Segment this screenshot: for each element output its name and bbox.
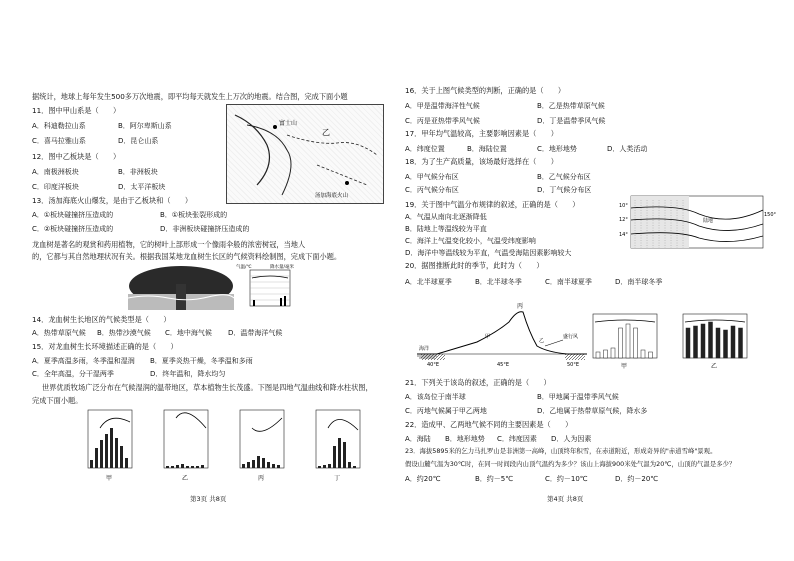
precip-bar: [120, 446, 123, 468]
q15-d[interactable]: D．终年温和，降水均匀: [150, 370, 226, 378]
q22-d[interactable]: D．人为因素: [551, 435, 592, 443]
precip-bar: [181, 464, 184, 468]
q19-d[interactable]: D．海洋中等温线较为平直，气温受海陆因素影响较大: [405, 249, 572, 257]
chart-name: 甲: [106, 475, 113, 482]
plate-map-drawing: [227, 105, 383, 203]
right-footer: 第4页 共8页: [547, 495, 584, 503]
precip-bar: [100, 440, 103, 468]
q15-b[interactable]: B．夏季炎热干燥，冬季温和多雨: [150, 357, 253, 365]
q14-b[interactable]: B．热带沙漠气候: [97, 329, 151, 337]
dragon-climate-svg: [236, 262, 306, 312]
q13-c[interactable]: C．②板块碰撞挤压造成的: [32, 225, 114, 233]
precip-bar: [634, 328, 638, 358]
iso-lon: 150°: [764, 212, 777, 218]
q19-b[interactable]: B．陆地上等温线较为平直: [405, 225, 487, 233]
q18-d[interactable]: D．丁气候分布区: [537, 186, 592, 194]
dragon-precip-label: 降水量/毫米: [270, 265, 295, 270]
iso-12: 12°: [619, 217, 628, 223]
q11-c[interactable]: C．喜马拉雅山系: [32, 137, 86, 145]
climate-chart-2: [240, 410, 284, 482]
temp-curve: [328, 419, 358, 430]
dragon-tree-drawing: [128, 264, 234, 310]
precip-bar: [277, 465, 280, 468]
q22-stem: 22．造成甲、乙两地气候不同的主要因素是（ ）: [405, 420, 573, 429]
q13-d[interactable]: D．非洲板块碰撞挤压造成的: [160, 225, 250, 233]
q20-stem: 20．据图推断此时的季节，此时为（ ）: [405, 261, 544, 270]
q21-b[interactable]: B．甲地属于温带季风气候: [537, 393, 619, 401]
q23-c[interactable]: C．约－10℃: [545, 475, 588, 483]
precip-bar: [171, 466, 174, 468]
bing-label: 丙: [517, 303, 524, 310]
precip-bar: [262, 458, 265, 468]
q13-b[interactable]: B．①板块张裂形成的: [160, 211, 228, 219]
precip-bar: [318, 466, 321, 468]
lon-45: 45°E: [497, 362, 510, 368]
q18-b[interactable]: B．乙气候分布区: [537, 173, 591, 181]
precip-bar: [619, 328, 623, 358]
precip-bar: [328, 464, 331, 468]
temp-curve: [252, 418, 282, 431]
lon-50: 50°E: [567, 362, 580, 368]
q14-d[interactable]: D．温带海洋气候: [228, 329, 283, 337]
precip-bar: [596, 352, 600, 358]
q17-d[interactable]: D．人类活动: [607, 145, 648, 153]
q21-d[interactable]: D．乙地属于热带草原气候，降水多: [537, 407, 648, 415]
precip-bar: [686, 328, 690, 358]
precip-bar: [343, 442, 346, 468]
q12-a[interactable]: A．南极洲板块: [32, 168, 79, 176]
q17-b[interactable]: B．海陆位置: [467, 145, 507, 153]
precip-bar: [604, 350, 608, 358]
precip-bar: [247, 462, 250, 468]
q20-b[interactable]: B．北半球冬季: [475, 278, 522, 286]
isotherm-svg: [619, 194, 779, 250]
lon-40: 40°E: [427, 362, 440, 368]
precip-bar: [110, 428, 113, 468]
q23-stem: 23．海拔5895米的乞力马扎罗山是非洲第一高峰，山顶终年积雪，在赤道附近，形成奇异的"赤道雪峰"景观。: [405, 447, 717, 455]
left-footer: 第3页 共8页: [190, 495, 227, 503]
q17-a[interactable]: A．纬度位置: [405, 145, 445, 153]
precip-bar: [701, 324, 705, 358]
precip-bar: [125, 458, 128, 468]
q13-stem: 13．汤加海底火山爆发，是由于乙板块和（ ）: [32, 196, 193, 205]
q18-stem: 18．为了生产高质量，该场最好选择在（ ）: [405, 157, 558, 166]
plate-map: [226, 104, 384, 204]
q12-stem: 12．图中乙板块是（ ）: [32, 152, 121, 161]
fuji-label: 富士山: [279, 120, 298, 127]
q23-b[interactable]: B．约－5℃: [475, 475, 514, 483]
precip-bar: [201, 465, 204, 468]
four-charts-svg: [80, 404, 380, 484]
dragon-text2: 的，它都与其自然地理状况有关。根据我国某地龙血树生长区的气候资料绘制图，完成下面小题。: [32, 252, 342, 261]
precip-bar: [724, 330, 728, 358]
iso-14: 14°: [619, 232, 628, 238]
svg-text:甲: 甲: [485, 334, 491, 340]
dragon-climate-chart: [236, 262, 306, 312]
tonga-label: 汤加海底火山: [315, 193, 349, 199]
precip-bar: [95, 448, 98, 468]
island-charts-svg: [587, 310, 777, 372]
q14-stem: 14．龙血树生长地区的气候类型是（ ）: [32, 315, 171, 324]
precip-bar: [176, 465, 179, 468]
precip-bar: [739, 328, 743, 358]
q15-stem: 15．对龙血树生长环境描述正确的是（ ）: [32, 342, 178, 351]
chart-name: 甲: [621, 363, 628, 370]
q21-a[interactable]: A．该岛位于南半球: [405, 393, 466, 401]
q12-b[interactable]: B．非洲板块: [118, 168, 158, 176]
sea-label: 海洋: [419, 346, 430, 352]
q20-a[interactable]: A．北半球夏季: [405, 278, 452, 286]
q11-b[interactable]: B．阿尔卑斯山系: [118, 122, 172, 130]
precip-bar: [709, 322, 713, 358]
precip-bar: [252, 460, 255, 468]
q12-d[interactable]: D．太平洋板块: [118, 183, 166, 191]
chart-name: 乙: [711, 363, 718, 370]
island-profile: [417, 302, 587, 368]
dragon-text1: 龙血树是著名的观赏和药用植物，它的树叶上部形成一个像雨伞般的浓密树冠，当地人: [32, 240, 306, 249]
precip-bar: [731, 326, 735, 358]
precip-bar: [649, 352, 653, 358]
precip-bar: [338, 438, 341, 468]
precip-bar: [348, 462, 351, 468]
q18-a[interactable]: A．甲气候分布区: [405, 173, 459, 181]
world-text1: 世界优质牧场广泛分布在气候湿润的温带地区，草本植物生长茂盛。下图是四地气温曲线和降水柱状图，: [42, 383, 373, 392]
q19-a[interactable]: A．气温从南向北逐渐降低: [405, 213, 487, 221]
right-page: [397, 0, 794, 561]
climate-chart-1: [164, 410, 208, 482]
precip-bar: [115, 438, 118, 468]
chart-name: 丙: [258, 475, 265, 482]
island-chart-0: [593, 314, 657, 370]
island-profile-svg: [417, 302, 587, 368]
q16-b[interactable]: B．乙是热带草原气候: [537, 102, 605, 110]
temp-curve: [685, 320, 745, 322]
q15-a[interactable]: A．夏季高温多雨，冬季温和湿润: [32, 357, 135, 365]
precip-bar: [105, 434, 108, 468]
precip-bar: [716, 328, 720, 358]
svg-text:乙: 乙: [539, 338, 545, 344]
precip-bar: [267, 462, 270, 468]
temp-curve: [100, 418, 130, 428]
q16-a[interactable]: A．甲是温带海洋性气候: [405, 102, 480, 110]
q13-a[interactable]: A．①板块碰撞挤压造成的: [32, 211, 114, 219]
precip-bar: [626, 324, 630, 358]
q12-c[interactable]: C．印度洋板块: [32, 183, 79, 191]
island-climate-charts: [587, 310, 777, 372]
island-chart-1: [683, 314, 747, 370]
q17-c[interactable]: C．地形地势: [537, 145, 577, 153]
world-text2: 完成下面小题。: [32, 396, 83, 405]
temp-curve: [595, 320, 655, 322]
q11-stem: 11．图中甲山系是（ ）: [32, 106, 121, 115]
iso-10: 10°: [619, 203, 628, 209]
chart-name: 乙: [182, 475, 189, 482]
wind-label: 盛行风: [563, 334, 579, 340]
chart-name: 丁: [334, 475, 341, 482]
precip-bar: [323, 465, 326, 468]
q23-a[interactable]: A．约20℃: [405, 475, 441, 483]
dragon-tree-photo: [128, 264, 234, 310]
q14-c[interactable]: C．地中海气候: [165, 329, 212, 337]
q23-d[interactable]: D．约－20℃: [615, 475, 659, 483]
q21-stem: 21．下列关于该岛的叙述，正确的是（ ）: [405, 378, 551, 387]
precip-bar: [186, 466, 189, 468]
temp-curve: [176, 413, 206, 428]
precip-bar: [166, 466, 169, 468]
q17-stem: 17．甲年均气温较高，主要影响因素是（ ）: [405, 129, 558, 138]
q16-c[interactable]: C．丙是亚热带季风气候: [405, 117, 480, 125]
q20-d[interactable]: D．南半球冬季: [615, 278, 663, 286]
q11-d[interactable]: D．昆仑山系: [118, 137, 159, 145]
precip-bar: [353, 466, 356, 468]
q22-a[interactable]: A．海陆: [405, 435, 431, 443]
four-climate-charts: [80, 404, 380, 484]
climate-chart-0: [88, 410, 132, 482]
precip-bar: [333, 446, 336, 468]
precip-bar: [257, 456, 260, 468]
precip-bar: [272, 464, 275, 468]
q21-c[interactable]: C．丙地气候属于甲乙两地: [405, 407, 487, 415]
q19-stem: 19．关于图中气温分布规律的叙述，正确的是（ ）: [405, 200, 580, 209]
isotherm-map: [619, 194, 779, 250]
q22-c[interactable]: C．纬度因素: [497, 435, 537, 443]
q15-c[interactable]: C．全年高温，分干湿两季: [32, 370, 114, 378]
precip-bar: [641, 350, 645, 358]
q14-a[interactable]: A．热带草原气候: [32, 329, 86, 337]
precip-bar: [196, 466, 199, 468]
q18-c[interactable]: C．丙气候分布区: [405, 186, 459, 194]
q19-c[interactable]: C．海洋上气温变化较小，气温受纬度影响: [405, 237, 536, 245]
intro-text: 据统计，地球上每年发生500多万次地震，即平均每天就发生上万次的地震。结合图，完成下面小题: [32, 92, 348, 101]
q22-b[interactable]: B．地形地势: [445, 435, 485, 443]
iso-land: 陆地: [703, 218, 714, 224]
q23-stem2: 假设山麓气温为30℃时，在同一时间段内山顶气温约为多少？该山上海拔900米处气温为20℃，山顶的气温是多少？: [405, 460, 736, 468]
climate-chart-3: [316, 410, 360, 482]
q20-c[interactable]: C．南半球夏季: [545, 278, 592, 286]
yi-plate-label: 乙: [322, 128, 330, 137]
precip-bar: [191, 466, 194, 468]
precip-bar: [611, 348, 615, 358]
precip-bar: [242, 464, 245, 468]
q16-d[interactable]: D．丁是温带季风气候: [537, 117, 606, 125]
q16-stem: 16．关于上图气候类型的判断，正确的是（ ）: [405, 86, 566, 95]
q11-a[interactable]: A．科迪勒拉山系: [32, 122, 86, 130]
precip-bar: [90, 460, 93, 468]
precip-bar: [694, 326, 698, 358]
dragon-temp-label: 气温/℃: [236, 265, 252, 270]
